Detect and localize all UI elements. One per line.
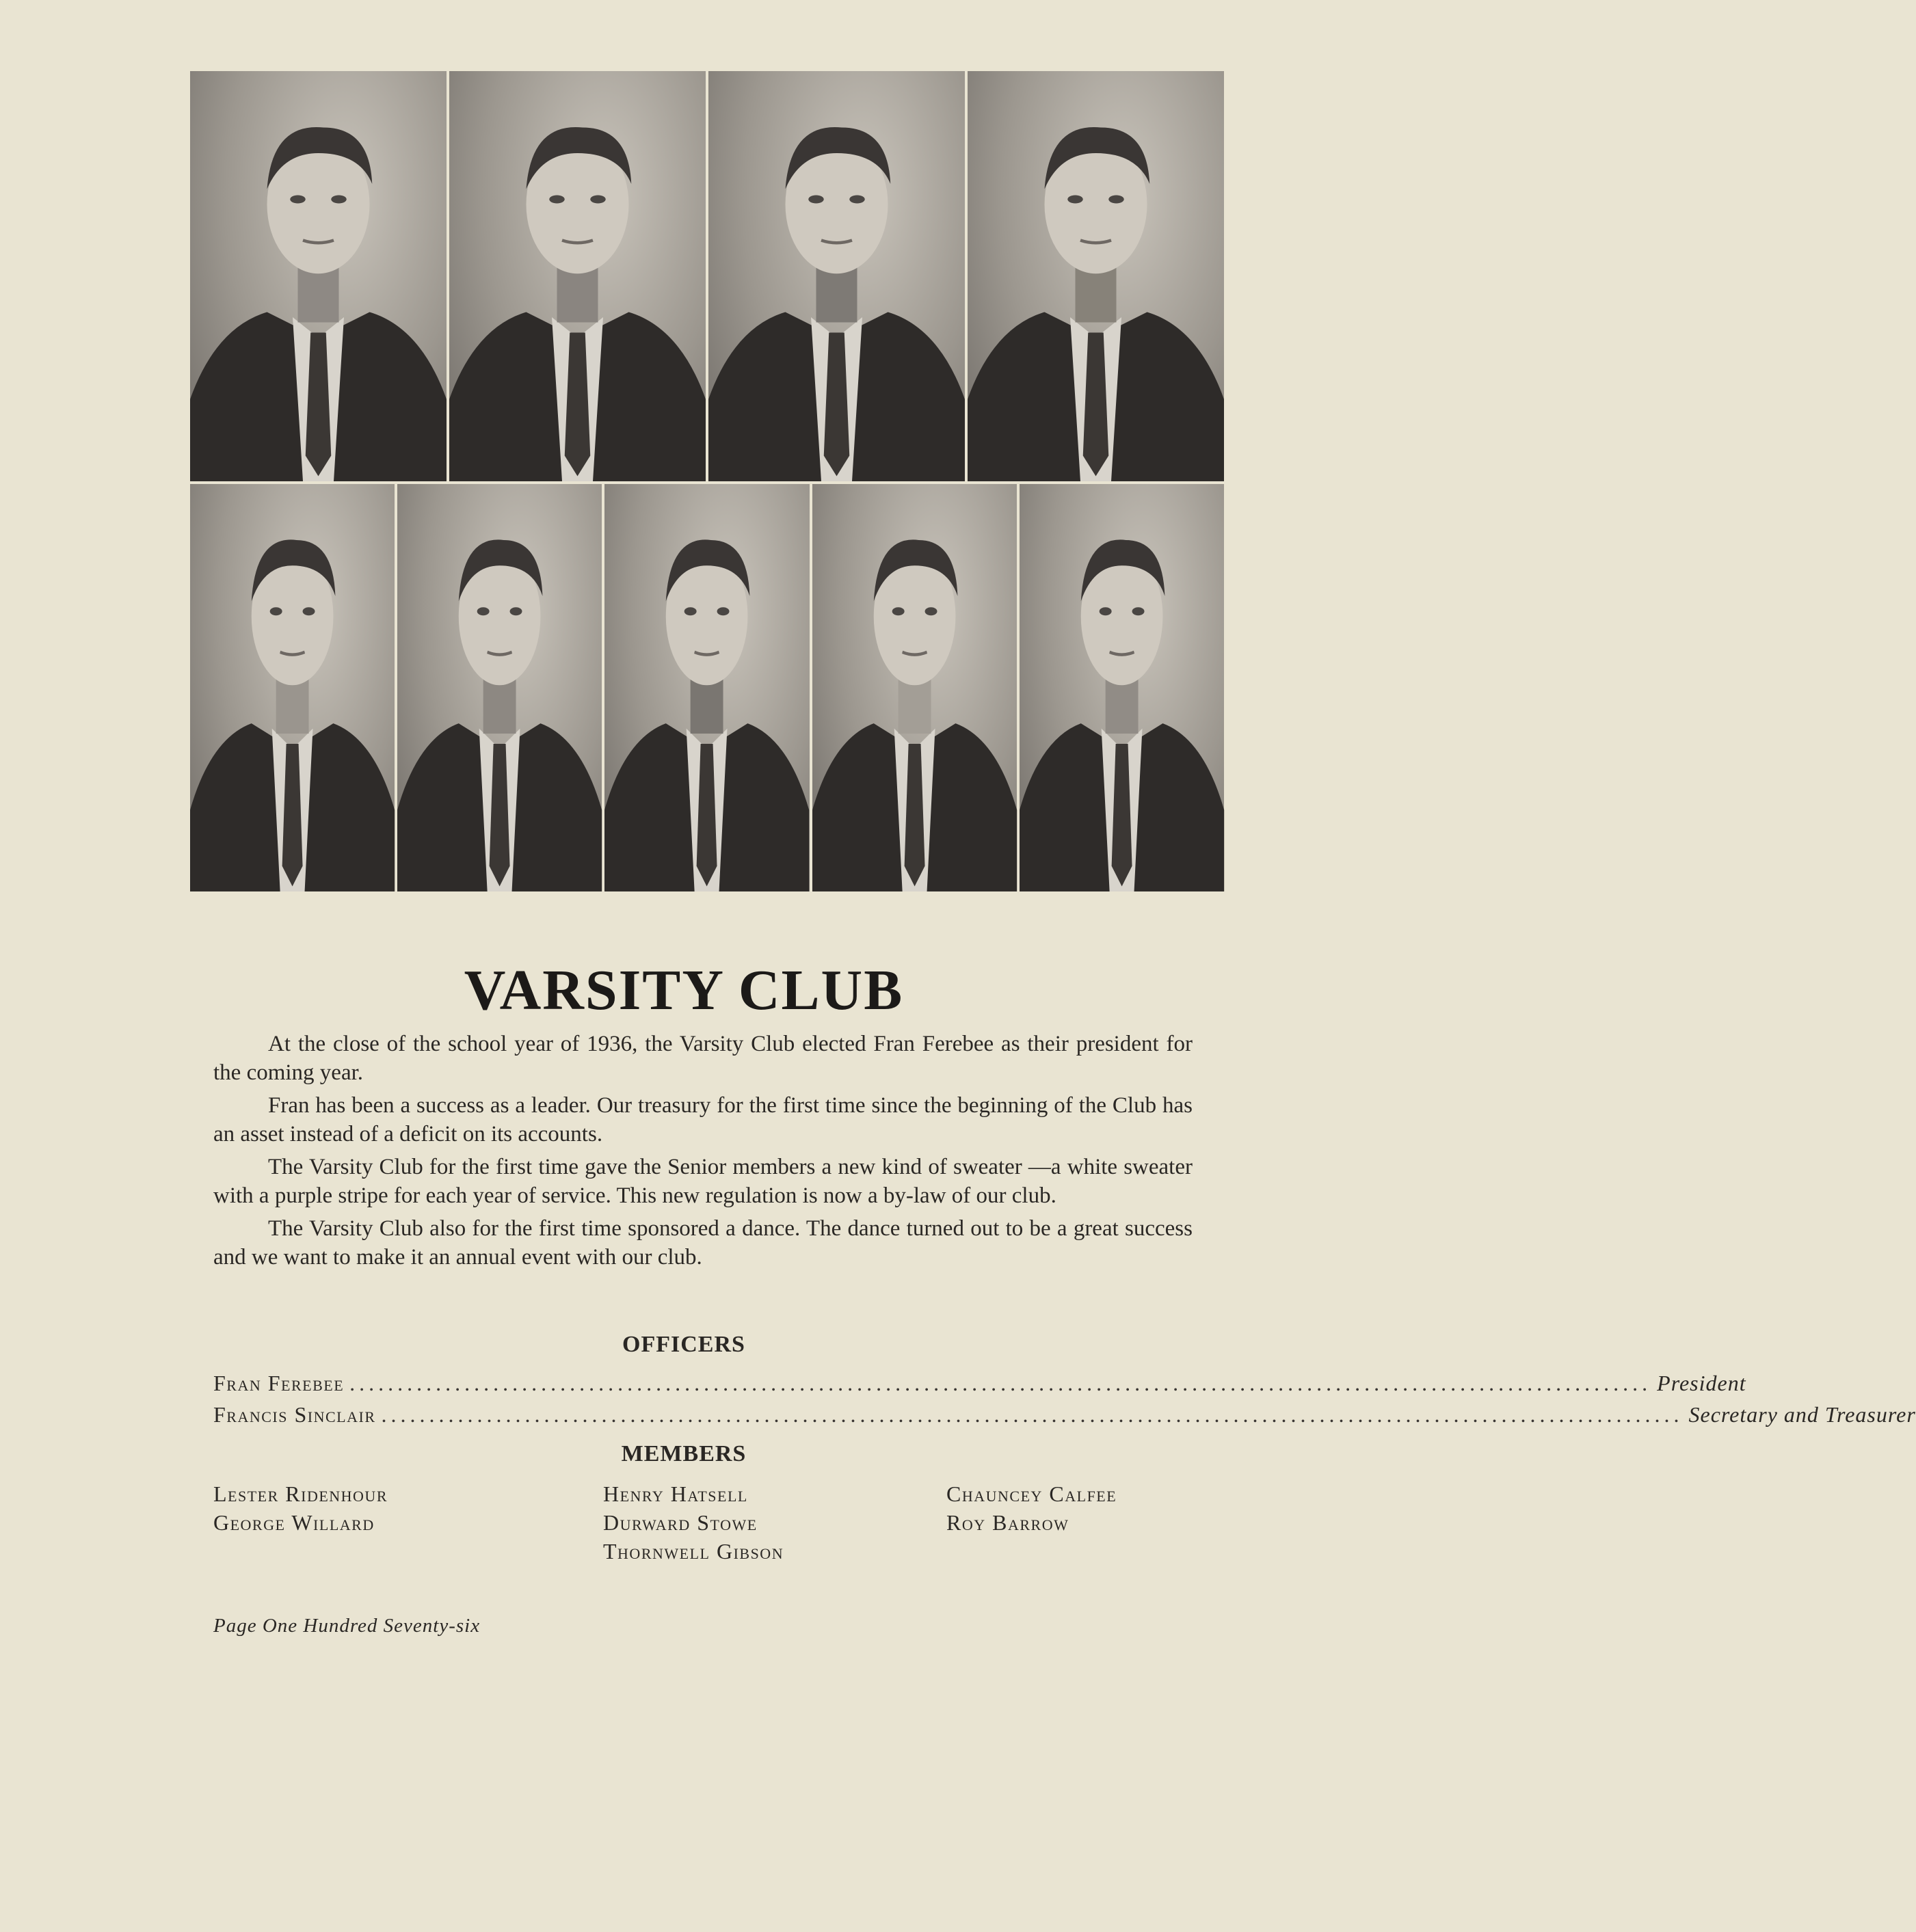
member-name: Roy Barrow [946,1510,1069,1535]
portrait-illustration [397,484,602,891]
officers-heading: OFFICERS [622,1332,745,1357]
left-eye-shape [892,607,904,615]
right-eye-shape [1132,607,1144,615]
right-eye-shape [590,196,606,204]
portrait-photo [968,71,1224,481]
member-name: Thornwell Gibson [603,1539,784,1564]
portrait-photo [449,71,706,481]
right-eye-shape [849,196,865,204]
members-column [603,1479,784,1566]
right-eye-shape [331,196,347,204]
right-eye-shape [510,607,522,615]
left-eye-shape [549,196,565,204]
page-number: Page One Hundred Seventy-six [213,1615,481,1637]
right-eye-shape [717,607,730,615]
body-text [213,1030,1193,1276]
portrait-illustration [1020,484,1224,891]
portrait-row-bottom [190,484,1224,891]
paragraph: Fran has been a success as a leader. Our treasury for the first time since the beginning of the Club has an asset instead of a deficit on its accounts. [213,1093,1193,1146]
portrait-illustration [812,484,1017,891]
paragraph: The Varsity Club also for the first time sponsored a dance. The dance turned out to be a great success and we want to make it an annual event with our club. [213,1216,1193,1270]
portrait-illustration [968,71,1224,481]
officer-row [213,1402,1916,1431]
members-column [213,1479,388,1537]
portrait-photo [190,71,447,481]
dot-leader: ........................................................................................................................................ [381,1402,1684,1427]
officer-row [213,1371,1746,1399]
officer-role: Secretary and Treasurer [1688,1402,1916,1427]
member-name: Lester Ridenhour [213,1481,388,1506]
right-eye-shape [1108,196,1124,204]
member-name: George Willard [213,1510,375,1535]
portrait-illustration [604,484,809,891]
portrait-photo [812,484,1017,891]
portrait-illustration [190,484,395,891]
left-eye-shape [477,607,490,615]
portrait-row-top [190,71,1224,481]
portrait-photo [190,484,395,891]
left-eye-shape [270,607,282,615]
right-eye-shape [303,607,315,615]
member-name: Henry Hatsell [603,1481,748,1506]
member-name: Chauncey Calfee [946,1481,1117,1506]
left-eye-shape [290,196,306,204]
paragraph: The Varsity Club for the first time gave the Senior members a new kind of sweater —a white sweater with a purple stripe for each year of service. This new regulation is now a by-law of our club. [213,1155,1193,1208]
portrait-photo [708,71,965,481]
left-eye-shape [684,607,697,615]
left-eye-shape [1099,607,1111,615]
members-heading: MEMBERS [621,1441,747,1466]
portrait-photo [1020,484,1224,891]
left-eye-shape [808,196,824,204]
officer-role: President [1657,1371,1746,1395]
officer-name: Fran Ferebee [213,1371,345,1395]
portrait-illustration [449,71,706,481]
member-name: Durward Stowe [603,1510,758,1535]
right-eye-shape [924,607,937,615]
paragraph: At the close of the school year of 1936, the Varsity Club elected Fran Ferebee as their president for the coming year. [213,1032,1193,1085]
members-column [946,1479,1117,1537]
page-title: VARSITY CLUB [464,958,904,1022]
officer-name: Francis Sinclair [213,1402,376,1427]
portrait-illustration [708,71,965,481]
portrait-illustration [190,71,447,481]
portrait-grid [190,71,1224,891]
dot-leader: ........................................................................................................................................ [349,1371,1652,1395]
portrait-photo [397,484,602,891]
left-eye-shape [1067,196,1083,204]
portrait-photo [604,484,809,891]
